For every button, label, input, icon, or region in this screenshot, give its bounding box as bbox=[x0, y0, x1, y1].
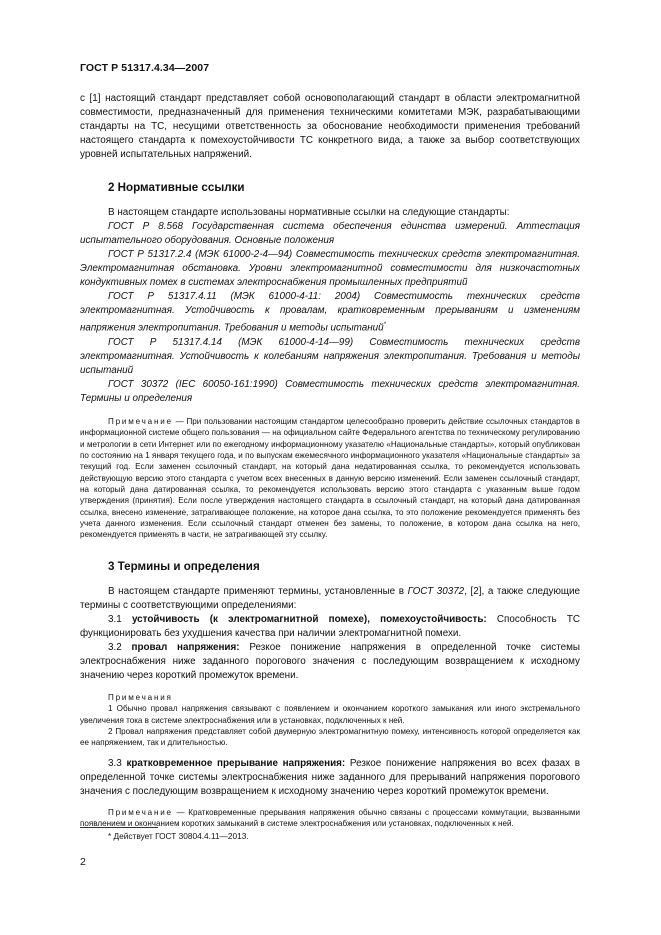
section-3-lead bbox=[80, 585, 580, 613]
section-2-lead: В настоящем стандарте использованы нормативные ссылки на следующие стандарты: bbox=[108, 206, 510, 218]
section-2-note bbox=[80, 416, 580, 540]
term-name: устойчивость (к электромагнитной помехе), помехоустойчивость: bbox=[131, 613, 487, 625]
term-definition: Резкое понижение напряжения во всех фазах в определенной точке системы электроснабжения ниже заданного для прерываний напряжения порогового значения с последующим возвращением к исходному значению через короткий промежуток времени. bbox=[80, 757, 581, 797]
term-3-3 bbox=[80, 757, 580, 799]
term-definition: Резкое понижение напряжения в определенной точке системы электроснабжения ниже заданного порогового значения с последующим возвращением к исходному значению через короткий промежуток времени. bbox=[80, 641, 580, 682]
footnote: * Действует ГОСТ 30804.4.11—2013. bbox=[108, 831, 249, 841]
term-definition: Способность ТС функционировать без ухудшения качества при наличии электромагнитной помехи. bbox=[80, 613, 580, 639]
lead-reference: ГОСТ 30372 bbox=[407, 585, 465, 597]
note-1: 1 Обычно провал напряжения связывают с появлением и окончанием короткого замыкания или иного экстремального увеличения тока в системе электроснабжения или в установках, подключенных к ней. bbox=[80, 704, 580, 725]
note-2: 2 Провал напряжения представляет собой двумерную электромагнитную помеху, интенсивность которой определяется как ее напряжением, так и длительностью. bbox=[80, 727, 580, 748]
note-text: — При пользовании настоящим стандартом целесообразно проверить действие ссылочных стандартов в информационной системе общего пользования — на официальном сайте Федерального агентства по техническому регулированию и метрологии в сети Интернет или по ежегодному информационному указателю «Национальные стандарты», который опубликован по состоянию на 1 января текущего года, и по выпускам ежемесячного информационного указателя «Национальные стандарты» за текущий год. Если заменен ссылочный стандарт, на который дана недатированная ссылка, то рекомендуется использовать действующую версию этого стандарта с учетом всех внесенных в данную версию изменений. Если заменен ссылочный стандарт, на который дана датированная ссылка, то рекомендуется использовать версию этого стандарта с указанным выше годом утверждения (принятия). Если после утверждения настоящего стандарта в ссылочный стандарт, на который дана датированная ссылка, внесено изменение, затрагивающее положение, на которое дана ссылка, то это положение рекомендуется применять без учета данного изменения. Если ссылочный стандарт отменен без замены, то положение, в котором дана ссылка на него, рекомендуется применять в части, не затрагивающей эту ссылку. bbox=[80, 417, 580, 540]
note-label: Примечание bbox=[108, 417, 173, 427]
term-3-1 bbox=[80, 613, 580, 641]
reference-text: ГОСТ Р 51317.4.11 (МЭК 61000-4-11: 2004) Совместимость технических средств электромагнитная. Устойчивость к провалам, кратковременным прерываниям и изменениям напряжения электропитания. Требования и методы испытаний bbox=[80, 291, 580, 334]
page-content bbox=[80, 92, 580, 830]
term-number: 3.1 bbox=[108, 613, 132, 625]
footnote-marker: * bbox=[383, 322, 386, 329]
page-number: 2 bbox=[80, 856, 86, 868]
term-number: 3.2 bbox=[108, 641, 132, 653]
normative-reference: ГОСТ Р 8.568 Государственная система обеспечения единства измерений. Аттестация испытательного оборудования. Основные положения bbox=[80, 220, 580, 246]
normative-reference: ГОСТ Р 51317.2.4 (МЭК 61000-2-4—94) Совместимость технических средств электромагнитная. Электромагнитная обстановка. Уровни электромагнитной совместимости для низкочастотных кондуктивных помех в системах электроснабжения промышленных предприятий bbox=[80, 248, 580, 289]
normative-reference: ГОСТ 30372 (IEC 60050-161:1990) Совместимость технических средств электромагнитная. Термины и определения bbox=[80, 378, 580, 405]
normative-reference: ГОСТ Р 51317.4.14 (МЭК 61000-4-14—99) Совместимость технических средств электромагнитная. Устойчивость к колебаниям напряжения электропитания. Требования и методы испытаний bbox=[80, 336, 580, 376]
term-name: провал напряжения: bbox=[131, 641, 240, 653]
footnote-divider bbox=[80, 827, 158, 828]
section-3-title: 3 Термины и определения bbox=[108, 560, 260, 574]
term-number: 3.3 bbox=[108, 757, 127, 769]
lead-text: , [2], а также следующие термины с соответствующими определениями: bbox=[80, 585, 580, 611]
note-text: — Кратковременные прерывания напряжения обычно связаны с процессами коммутации, вызванными появлением и окончанием коротких замыканий в системе электроснабжения или установках, подключенных к ней. bbox=[80, 807, 580, 829]
term-name: кратковременное прерывание напряжения: bbox=[126, 757, 346, 769]
normative-reference bbox=[80, 290, 580, 336]
lead-text: В настоящем стандарте применяют термины, установленные в bbox=[108, 585, 408, 597]
term-3-2 bbox=[80, 641, 580, 683]
notes-heading: Примечания bbox=[108, 693, 173, 703]
intro-paragraph: с [1] настоящий стандарт представляет собой основополагающий стандарт в области электромагнитной совместимости, предназначенный для применения техническими комитетами МЭК, разрабатывающими стандарты на ТС, несущими ответственность за обоснование необходимости применения требований настоящего стандарта к помехоустойчивости ТС конкретного вида, а также за выбор соответствующих уровней испытательных напряжений. bbox=[80, 93, 580, 161]
section-2-title: 2 Нормативные ссылки bbox=[108, 181, 245, 195]
document-header: ГОСТ Р 51317.4.34—2007 bbox=[80, 62, 210, 74]
note-label: Примечание bbox=[108, 807, 173, 817]
